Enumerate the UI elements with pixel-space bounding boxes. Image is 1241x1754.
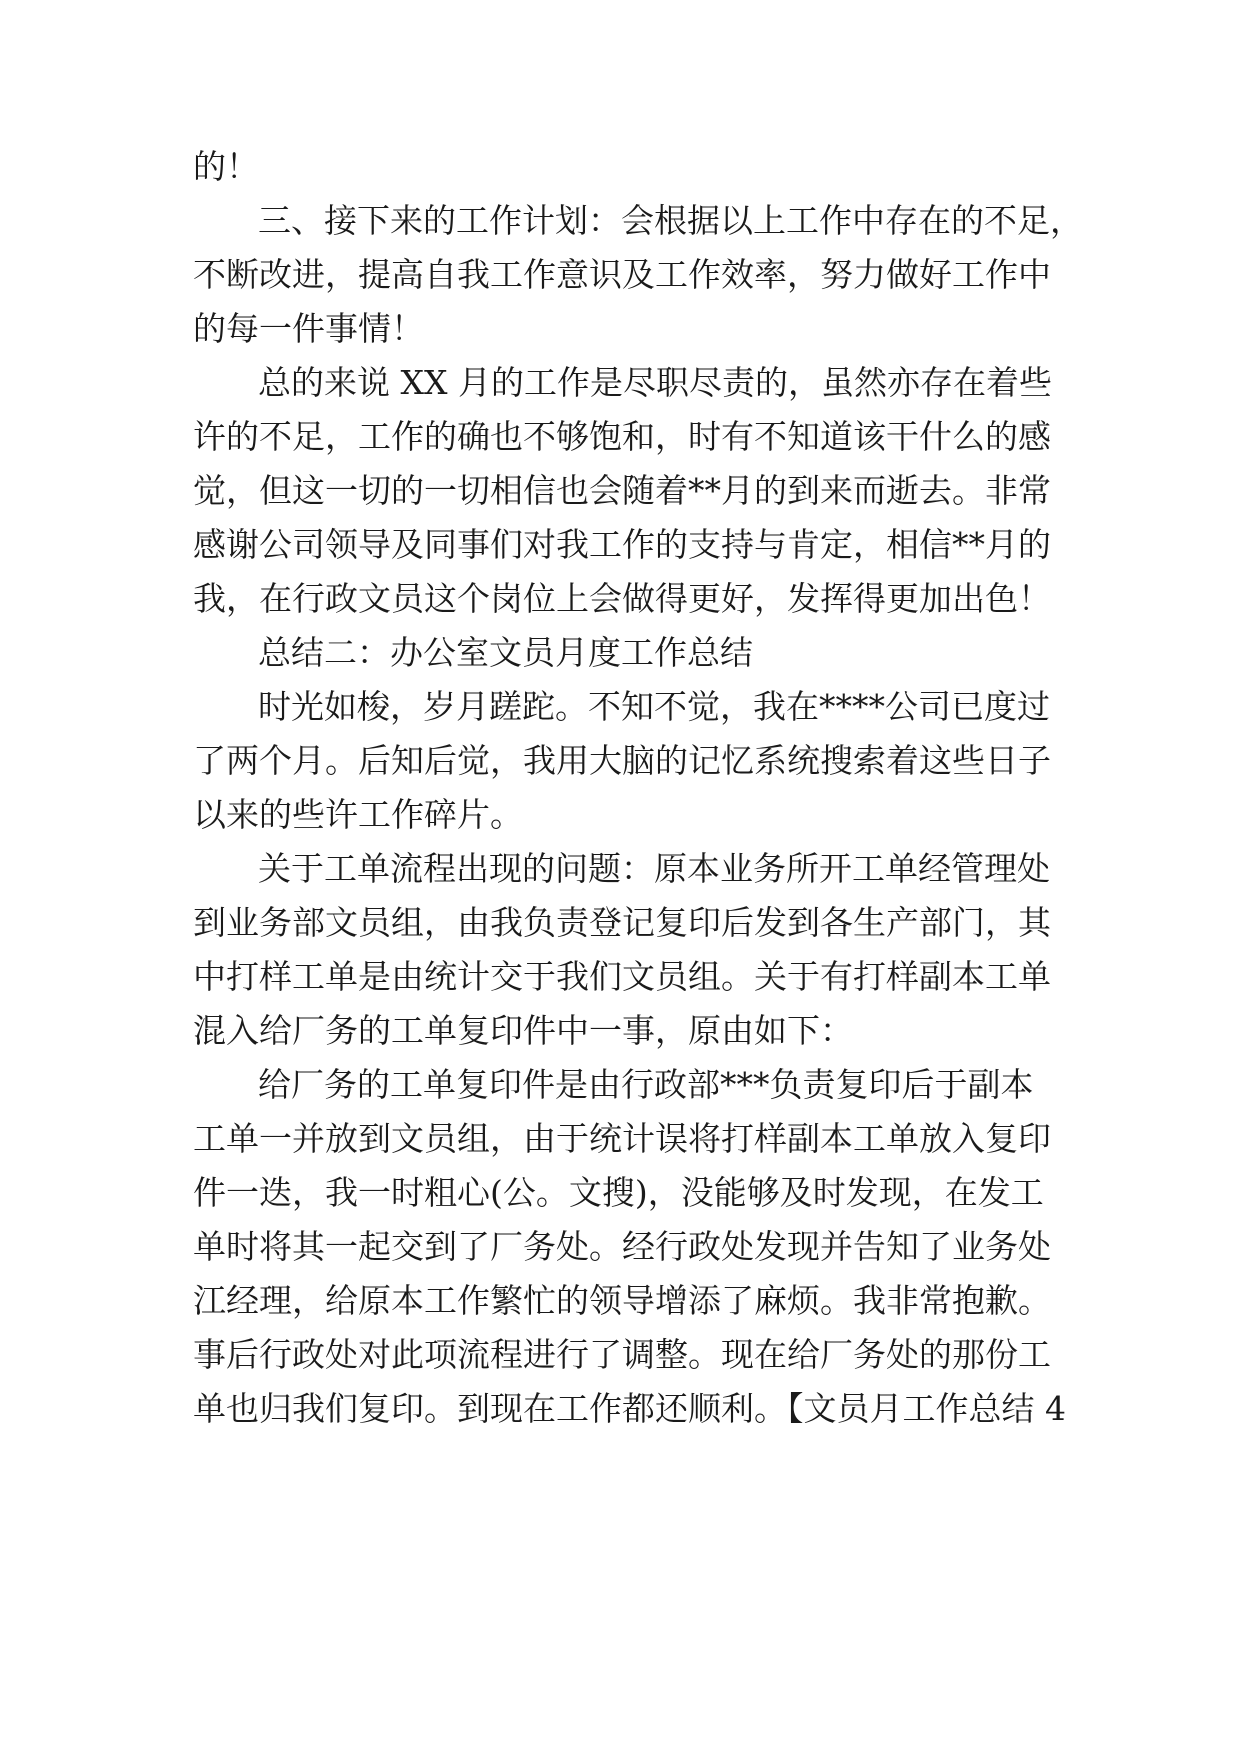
text-line: 关于工单流程出现的问题：原本业务所开工单经管理处	[258, 849, 1050, 888]
text-line: 工单一并放到文员组，由于统计误将打样副本工单放入复印	[193, 1119, 1051, 1158]
text-line: 不断改进，提高自我工作意识及工作效率，努力做好工作中	[193, 255, 1051, 294]
text-line: 感谢公司领导及同事们对我工作的支持与肯定，相信**月的	[193, 525, 1051, 564]
text-line: 到业务部文员组，由我负责登记复印后发到各生产部门，其	[193, 903, 1051, 942]
text-line: 给厂务的工单复印件是由行政部***负责复印后于副本	[258, 1065, 1034, 1104]
text-line: 我，在行政文员这个岗位上会做得更好，发挥得更加出色！	[193, 579, 1051, 618]
text-line: 的每一件事情！	[193, 309, 424, 348]
text-line: 中打样工单是由统计交于我们文员组。关于有打样副本工单	[193, 957, 1051, 996]
text-line: 单也归我们复印。到现在工作都还顺利。【文员月工作总结 4	[193, 1389, 1066, 1428]
text-line: 觉，但这一切的一切相信也会随着**月的到来而逝去。非常	[193, 471, 1051, 510]
text-line: 混入给厂务的工单复印件中一事，原由如下：	[193, 1011, 853, 1050]
text-line: 事后行政处对此项流程进行了调整。现在给厂务处的那份工	[193, 1335, 1051, 1374]
text-line: 江经理，给原本工作繁忙的领导增添了麻烦。我非常抱歉。	[193, 1281, 1051, 1320]
text-line: 件一迭，我一时粗心(公。文搜)，没能够及时发现，在发工	[193, 1173, 1044, 1212]
section-heading: 总结二：办公室文员月度工作总结	[258, 633, 753, 672]
text-line: 以来的些许工作碎片。	[193, 795, 523, 834]
text-line: 许的不足，工作的确也不够饱和，时有不知道该干什么的感	[193, 417, 1051, 456]
text-line: 单时将其一起交到了厂务处。经行政处发现并告知了业务处	[193, 1227, 1051, 1266]
text-line: 时光如梭，岁月蹉跎。不知不觉，我在****公司已度过	[258, 687, 1050, 726]
text-line: 的！	[193, 147, 259, 186]
text-line: 三、接下来的工作计划：会根据以上工作中存在的不足，	[258, 201, 1083, 240]
text-line: 了两个月。后知后觉，我用大脑的记忆系统搜索着这些日子	[193, 741, 1051, 780]
text-line: 总的来说 XX 月的工作是尽职尽责的，虽然亦存在着些	[258, 363, 1052, 402]
